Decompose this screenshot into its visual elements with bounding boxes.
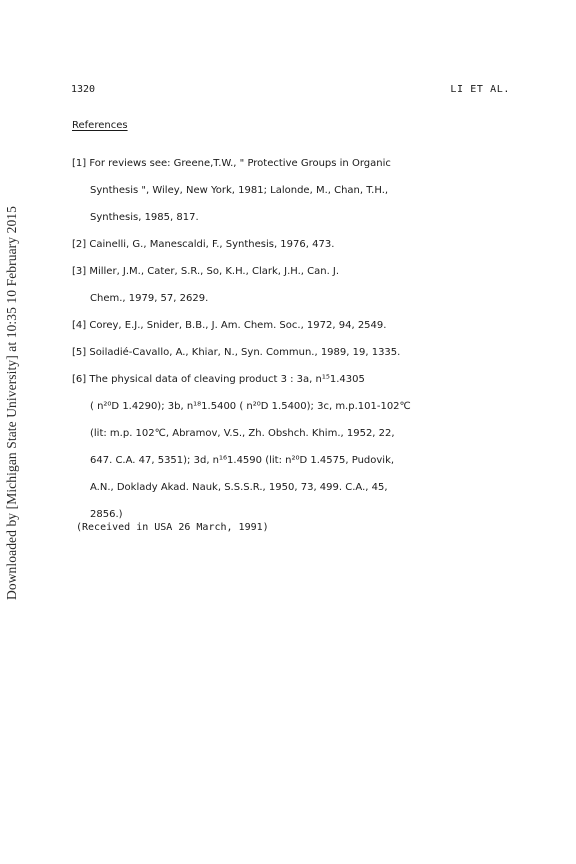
references-heading: References	[72, 120, 128, 131]
page-number: 1320	[71, 84, 96, 95]
reference-3-line-2: Chem., 1979, 57, 2629.	[90, 293, 209, 304]
reference-5-line-1: [5] Soiladié-Cavallo, A., Khiar, N., Syn. Commun., 1989, 19, 1335.	[72, 347, 401, 358]
reference-6-line-1: [6] The physical data of cleaving product 3 : 3a, n¹⁵1.4305	[72, 374, 365, 385]
reference-6-line-4: 647. C.A. 47, 5351); 3d, n¹⁶1.4590 (lit: n²⁰D 1.4575, Pudovik,	[90, 455, 395, 466]
references-list	[72, 150, 522, 528]
received-date: (Received in USA 26 March, 1991)	[76, 522, 269, 533]
running-head: LI ET AL.	[450, 84, 510, 95]
reference-2-line-1: [2] Cainelli, G., Manescaldi, F., Synthesis, 1976, 473.	[72, 239, 335, 250]
reference-1-line-1: [1] For reviews see: Greene,T.W., " Protective Groups in Organic	[72, 158, 391, 169]
reference-6-line-5: A.N., Doklady Akad. Nauk, S.S.S.R., 1950, 73, 499. C.A., 45,	[90, 482, 388, 493]
reference-4-line-1: [4] Corey, E.J., Snider, B.B., J. Am. Chem. Soc., 1972, 94, 2549.	[72, 320, 387, 331]
reference-1-line-2: Synthesis ", Wiley, New York, 1981; Lalonde, M., Chan, T.H.,	[90, 185, 389, 196]
download-watermark: Downloaded by [Michigan State University] at 10:35 10 February 2015	[4, 205, 19, 600]
reference-1-line-3: Synthesis, 1985, 817.	[90, 212, 199, 223]
reference-3-line-1: [3] Miller, J.M., Cater, S.R., So, K.H., Clark, J.H., Can. J.	[72, 266, 340, 277]
reference-6-line-6: 2856.)	[90, 509, 123, 520]
reference-6-line-2: ( n²⁰D 1.4290); 3b, n¹⁸1.5400 ( n²⁰D 1.5400); 3c, m.p.101-102℃	[90, 401, 411, 412]
reference-6-line-3: (lit: m.p. 102℃, Abramov, V.S., Zh. Obshch. Khim., 1952, 22,	[90, 428, 395, 439]
